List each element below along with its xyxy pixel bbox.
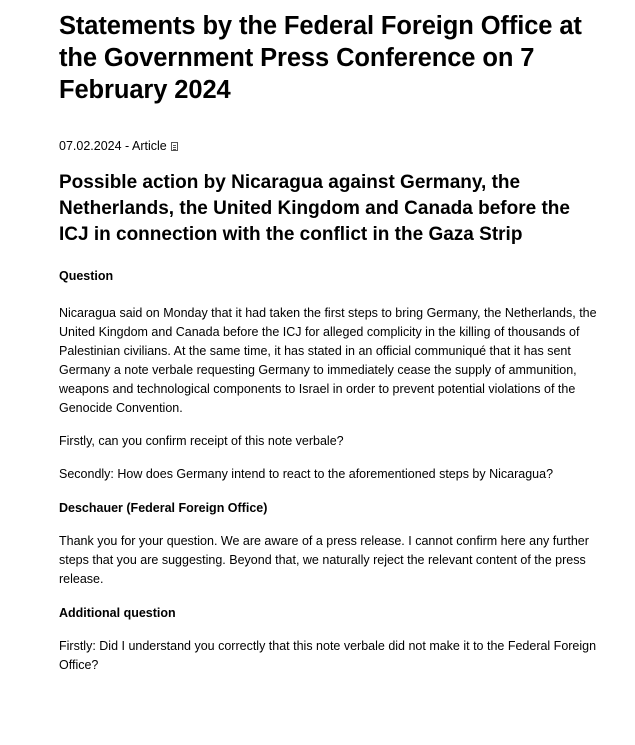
question-paragraph: Firstly, can you confirm receipt of this note verbale? — [59, 434, 344, 448]
article-date-type: 07.02.2024 - Article — [59, 139, 167, 153]
page-title: Statements by the Federal Foreign Office at the Government Press Conference on 7 February 2024 — [59, 12, 582, 104]
speaker-label-question: Question — [59, 269, 114, 283]
speaker-label-deschauer: Deschauer (Federal Foreign Office) — [59, 501, 268, 515]
question-paragraph: Nicaragua said on Monday that it had taken the first steps to bring Germany, the Netherlands, the United Kingdom and Canada before the ICJ for alleged complicity in the killing of thousands of Palestinian civilians. At the same time, it has stated in an official communiqué that it has sent Germany a note verbale requesting Germany to immediately cease the supply of ammunition, weapons and technological components to Israel in order to prevent potential violations of the Genocide Convention. — [59, 306, 597, 415]
section-heading: Possible action by Nicaragua against Germany, the Netherlands, the United Kingdom and Canada before the ICJ in connection with the conflict in the Gaza Strip — [59, 172, 570, 245]
speaker-label-additional-question: Additional question — [59, 606, 176, 620]
article-meta — [59, 138, 604, 154]
question-paragraph: Secondly: How does Germany intend to react to the aforementioned steps by Nicaragua? — [59, 467, 554, 481]
answer-paragraph: Thank you for your question. We are aware of a press release. I cannot confirm here any further steps that you are suggesting. Beyond that, we naturally reject the relevant content of the press release. — [59, 534, 589, 586]
additional-question-paragraph: Firstly: Did I understand you correctly that this note verbale did not make it to the Federal Foreign Office? — [59, 639, 597, 672]
document-icon — [171, 142, 178, 151]
document-page — [59, 10, 604, 675]
